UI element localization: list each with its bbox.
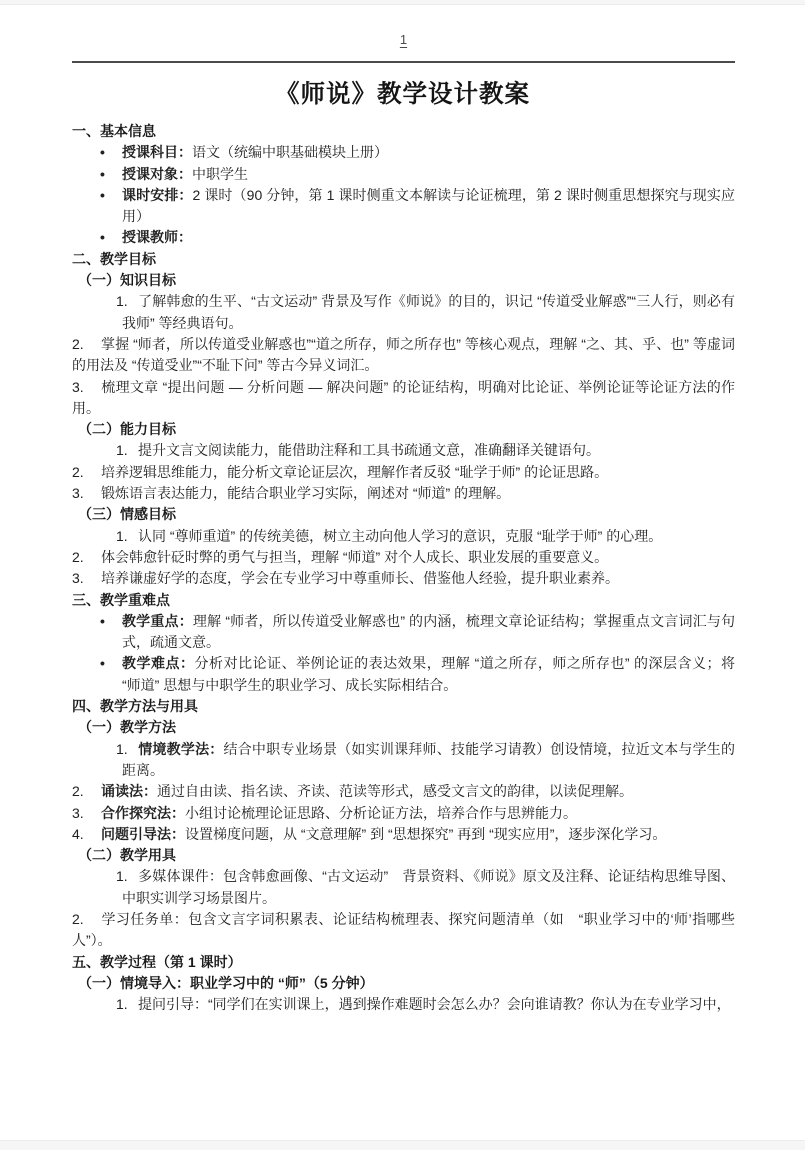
run-bold: 四、教学方法与用具 — [72, 698, 198, 715]
page-number — [72, 32, 735, 48]
list-number: 1. — [116, 996, 128, 1013]
page-header — [72, 0, 735, 63]
subsection-heading — [72, 504, 735, 525]
run-text: 培养谦虚好学的态度，学会在专业学习中尊重师长、借鉴他人经验，提升职业素养。 — [101, 570, 619, 587]
run-bold: 诵读法： — [101, 783, 157, 800]
bullet-icon: • — [100, 229, 105, 246]
numbered-paragraph — [72, 824, 735, 845]
bullet-item — [72, 185, 735, 228]
numbered-item — [72, 994, 735, 1015]
list-number: 2. — [72, 335, 84, 352]
numbered-paragraph — [72, 909, 735, 952]
section-heading — [72, 121, 735, 142]
list-number: 3. — [72, 804, 84, 821]
list-number: 1. — [116, 442, 128, 459]
numbered-item — [72, 291, 735, 334]
subsection-heading — [72, 973, 735, 994]
numbered-paragraph — [72, 483, 735, 504]
bullet-item — [72, 611, 735, 654]
run-text: 梳理文章 “提出问题 — 分析问题 — 解决问题” 的论证结构，明确对比论证、举例论证等论证方法的作用。 — [72, 378, 735, 416]
section-heading — [72, 952, 735, 973]
run-text: 2 课时（90 分钟，第 1 课时侧重文本解读与论证梳理，第 2 课时侧重思想探究与现实应用） — [122, 186, 735, 225]
subsection-heading — [72, 845, 735, 866]
run-bold: 授课教师： — [122, 229, 192, 246]
run-text: 通过自由读、指名读、齐读、范读等形式，感受文言文的韵律，以读促理解。 — [157, 783, 633, 800]
run-text: 锻炼语言表达能力，能结合职业学习实际，阐述对 “师道” 的理解。 — [101, 485, 511, 502]
numbered-paragraph — [72, 377, 735, 420]
numbered-paragraph — [72, 334, 735, 377]
run-text: 理解 “师者，所以传道受业解惑也” 的内涵，梳理文章论证结构；掌握重点文言词汇与句式，疏通文意。 — [122, 612, 736, 651]
run-text: 中职学生 — [192, 165, 248, 182]
list-number: 1. — [116, 740, 128, 757]
subsection-heading — [72, 419, 735, 440]
numbered-item — [72, 440, 735, 461]
doc-content — [72, 121, 735, 1015]
numbered-paragraph — [72, 568, 735, 589]
list-number: 3. — [72, 378, 84, 395]
numbered-paragraph — [72, 781, 735, 802]
list-number: 4. — [72, 825, 84, 842]
bullet-item — [72, 653, 735, 696]
run-text: 提升文言文阅读能力，能借助注释和工具书疏通文意，准确翻译关键语句。 — [138, 442, 600, 459]
subsection-heading — [72, 717, 735, 738]
list-number: 3. — [72, 485, 84, 502]
section-heading — [72, 249, 735, 270]
run-text: 了解韩愈的生平、“古文运动” 背景及写作《师说》的目的，识记 “传道受业解惑”“三人行，则必有我师” 等经典语句。 — [122, 293, 735, 331]
numbered-item — [72, 739, 735, 782]
run-bold: 问题引导法： — [101, 825, 185, 842]
run-bold: 合作探究法： — [101, 804, 185, 821]
run-text: 培养逻辑思维能力，能分析文章论证层次，理解作者反驳 “耻学于师” 的论证思路。 — [101, 463, 609, 480]
window-edge-top — [0, 0, 805, 5]
run-bold: （一）教学方法 — [78, 719, 176, 736]
run-text: 语文（统编中职基础模块上册） — [192, 144, 388, 161]
run-bold: 一、基本信息 — [72, 123, 156, 139]
list-number: 2. — [72, 463, 84, 480]
run-text: 设置梯度问题，从 “文意理解” 到 “思想探究” 再到 “现实应用”，逐步深化学习。 — [185, 825, 667, 842]
run-bold: （一）情境导入：职业学习中的 “师”（5 分钟） — [78, 974, 374, 991]
numbered-item — [72, 866, 735, 909]
run-text: 分析对比论证、举例论证的表达效果，理解 “道之所存，师之所存也” 的深层含义；将 “师道” 思想与中职学生的职业学习、成长实际相结合。 — [122, 655, 735, 693]
run-text: 掌握 “师者，所以传道受业解惑也”“道之所存，师之所存也” 等核心观点，理解 “之、其、乎、也” 等虚词的用法及 “传道受业”“不耻下问” 等古今异义词汇。 — [72, 335, 735, 374]
run-bold: 课时安排： — [122, 186, 193, 203]
bullet-item — [72, 142, 735, 163]
window-edge-bottom — [0, 1140, 805, 1150]
numbered-paragraph — [72, 462, 735, 483]
list-number: 1. — [116, 868, 128, 885]
section-heading — [72, 590, 735, 611]
bullet-icon: • — [100, 612, 105, 629]
page-title: 《师说》教学设计教案 — [275, 81, 530, 108]
subsection-heading — [72, 270, 735, 291]
bullet-icon: • — [100, 655, 105, 672]
run-text: 提问引导：“同学们在实训课上，遇到操作难题时会怎么办？会向谁请教？你认为在专业学习中， — [138, 996, 731, 1013]
run-text: 多媒体课件：包含韩愈画像、“古文运动” 背景资料、《师说》原文及注释、论证结构思维导图、中职实训学习场景图片。 — [122, 868, 735, 906]
run-bold: 教学难点： — [122, 655, 195, 672]
run-bold: （一）知识目标 — [78, 272, 176, 289]
run-bold: 三、教学重难点 — [72, 591, 170, 608]
bullet-item — [72, 164, 735, 185]
list-number: 1. — [116, 293, 128, 310]
section-heading — [72, 696, 735, 717]
list-number: 1. — [116, 527, 128, 544]
header-rule — [72, 61, 735, 63]
run-bold: （二）能力目标 — [78, 421, 176, 438]
numbered-paragraph — [72, 547, 735, 568]
list-number: 2. — [72, 910, 84, 927]
list-number: 3. — [72, 570, 84, 587]
numbered-item — [72, 526, 735, 547]
page-number-value: 1 — [399, 32, 408, 47]
list-number: 2. — [72, 783, 84, 800]
run-bold: （二）教学用具 — [78, 847, 176, 864]
bullet-icon: • — [100, 165, 105, 182]
run-text: 结合中职专业场景（如实训课拜师、技能学习请教）创设情境，拉近文本与学生的距离。 — [122, 740, 735, 778]
run-text: 学习任务单：包含文言字词积累表、论证结构梳理表、探究问题清单（如 “职业学习中的‘师’指哪些人”）。 — [72, 910, 735, 949]
run-text: 认同 “尊师重道” 的传统美德，树立主动向他人学习的意识，克服 “耻学于师” 的心理。 — [138, 527, 663, 544]
run-text: 体会韩愈针砭时弊的勇气与担当，理解 “师道” 对个人成长、职业发展的重要意义。 — [101, 548, 609, 565]
run-bold: 情境教学法： — [138, 740, 224, 757]
run-bold: 二、教学目标 — [72, 250, 156, 267]
run-bold: 教学重点： — [122, 612, 193, 629]
run-bold: 授课对象： — [122, 165, 192, 182]
numbered-paragraph — [72, 803, 735, 824]
run-text: 小组讨论梳理论证思路、分析论证方法，培养合作与思辨能力。 — [185, 804, 577, 821]
bullet-icon: • — [100, 144, 105, 161]
run-bold: 授课科目： — [122, 144, 192, 161]
bullet-icon: • — [100, 186, 105, 203]
list-number: 2. — [72, 548, 84, 565]
bullet-item — [72, 227, 735, 248]
run-bold: 五、教学过程（第 1 课时） — [72, 953, 242, 970]
run-bold: （三）情感目标 — [78, 506, 176, 523]
